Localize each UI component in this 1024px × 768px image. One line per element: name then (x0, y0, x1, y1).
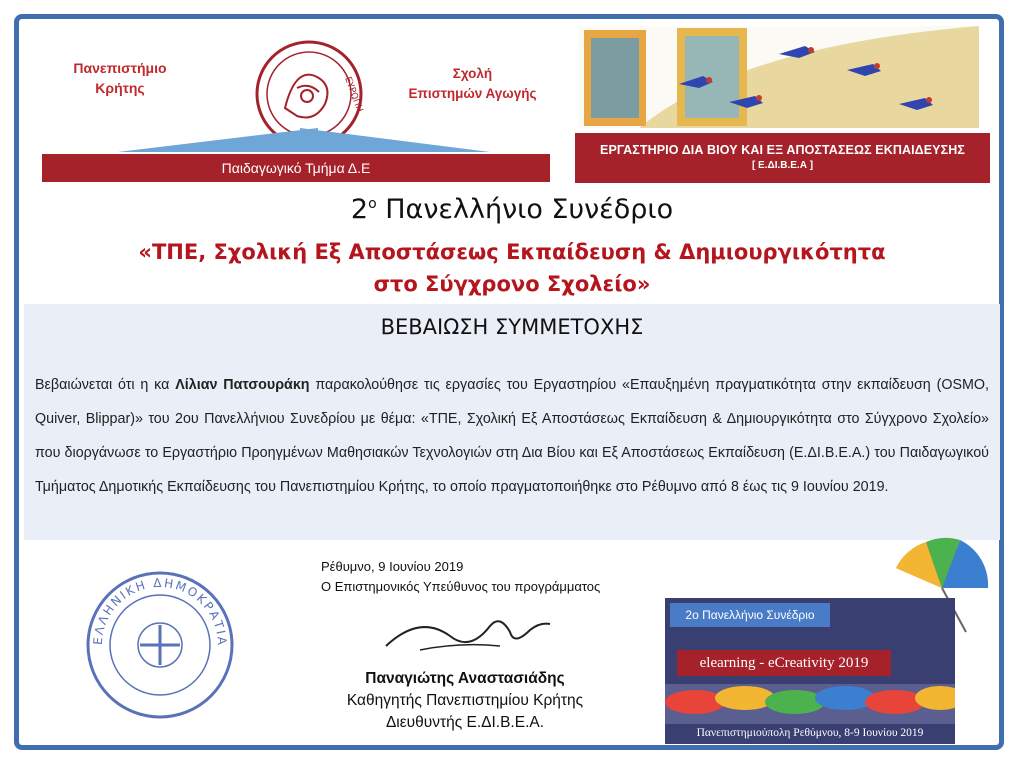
school-line-1: Σχολή (452, 66, 493, 81)
poster-band-label: elearning - eCreativity 2019 (677, 650, 891, 676)
conference-title-text: Πανελλήνιο Συνέδριο (385, 194, 674, 225)
university-name (60, 58, 180, 98)
school-line-2: Επιστημών Αγωγής (408, 86, 537, 101)
department-bar: Παιδαγωγικό Τμήμα Δ.Ε (42, 154, 550, 182)
conference-title (0, 194, 1024, 225)
place-date-block (321, 557, 600, 597)
certificate-text-rest: παρακολούθησε τις εργασίες του Εργαστηρίου «Επαυξημένη πραγματικότητα στην εκπαίδευση (OSMO, Quiver, Blippar)» του 2ου Πανελλήνιου Συνεδρίου με θέμα: «ΤΠΕ, Σχολική Εξ Αποστάσεως Εκπαίδευση & Δημιουργικότητα στο Σύγχρονο Σχολείο» που διοργάνωσε το Εργαστήριο Προηγμένων Μαθησιακών Τεχνολογιών στη Δια Βίου και Εξ Αποστάσεως Εκπαίδευση (Ε.ΔΙ.Β.Ε.Α.) του Παιδαγωγικού Τμήματος Δημοτικής Εκπαίδευσης του Πανεπιστημίου Κρήτης, το οποίο πραγματοποιήθηκε στο Ρέθυμνο από 8 έως τις 9 Ιουνίου 2019. (35, 377, 989, 495)
signatory-title-1: Καθηγητής Πανεπιστημίου Κρήτης (346, 692, 584, 709)
university-line-1: Πανεπιστήμιο (73, 60, 167, 76)
conference-poster (665, 598, 955, 744)
signatory-name: Παναγιώτης Αναστασιάδης (365, 670, 565, 687)
birds-artwork (579, 26, 979, 128)
university-line-2: Κρήτης (95, 80, 145, 96)
signatory-title-2: Διευθυντής Ε.ΔΙ.Β.Ε.Α. (385, 714, 545, 731)
blue-swoosh-right (300, 118, 500, 152)
signatory (300, 668, 630, 734)
poster-bottom-label: Πανεπιστημιούπολη Ρεθύμνου, 8-9 Ιουνίου 2019 (696, 727, 924, 739)
school-name (395, 64, 550, 104)
logo-text: ΕΥΡΩΠΗ (342, 75, 365, 114)
conference-theme-line-2: στο Σύγχρονο Σχολείο» (373, 272, 651, 296)
certificate-text (35, 368, 989, 504)
lab-name: ΕΡΓΑΣΤΗΡΙΟ ΔΙΑ ΒΙΟΥ ΚΑΙ ΕΞ ΑΠΟΣΤΑΣΕΩΣ ΕΚΠΑΙΔΕΥΣΗΣ (600, 143, 965, 157)
poster-top-label: 2ο Πανελλήνιο Συνέδριο (670, 603, 830, 627)
lab-bar (575, 133, 990, 183)
official-stamp (80, 565, 240, 725)
certificate-heading: ΒΕΒΑΙΩΣΗ ΣΥΜΜΕΤΟΧΗΣ (380, 315, 644, 339)
place-date: Ρέθυμνο, 9 Ιουνίου 2019 (321, 559, 464, 574)
conference-ordinal: 2 (350, 194, 369, 225)
responsible-person-title: Ο Επιστημονικός Υπεύθυνος του προγράμματος (321, 579, 601, 594)
participant-name: Λίλιαν Πατσουράκη (175, 377, 310, 393)
handwritten-signature (380, 606, 560, 666)
conference-theme (0, 236, 1024, 300)
certificate-body (24, 304, 1000, 540)
blue-swoosh-left (118, 118, 318, 152)
certificate-text-start: Βεβαιώνεται ότι η κα (35, 377, 176, 393)
stamp-text: ΕΛΛΗΝΙΚΗ ΔΗΜΟΚΡΑΤΙΑ (90, 575, 230, 648)
conference-ordinal-suffix: ο (368, 196, 377, 212)
lab-abbreviation: [ Ε.ΔΙ.Β.Ε.Α ] (751, 160, 814, 171)
conference-theme-line-1: «ΤΠΕ, Σχολική Εξ Αποστάσεως Εκπαίδευση & Δημιουργικότητα (138, 240, 886, 264)
